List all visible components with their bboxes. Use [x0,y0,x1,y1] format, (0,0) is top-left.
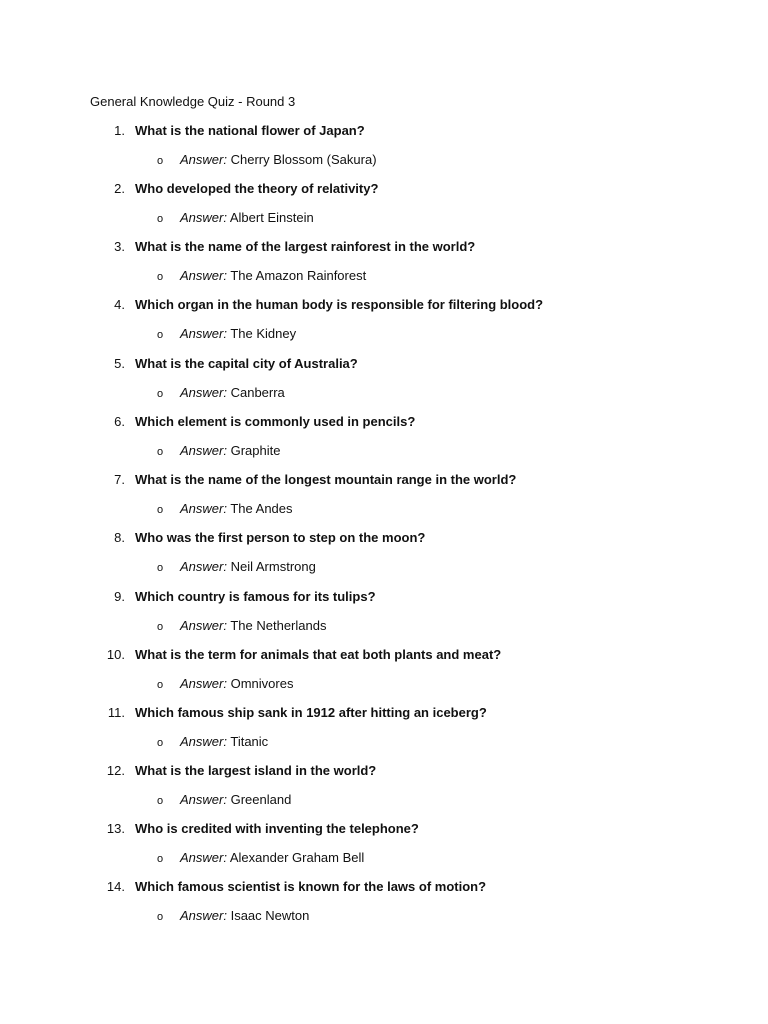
bullet-icon: o [157,853,164,865]
answer-text: Alexander Graham Bell [229,850,365,865]
answer-text: Albert Einstein [229,210,314,225]
question-number: 4. [114,297,125,312]
list-item [0,471,768,529]
answer-line [180,442,280,460]
bullet-icon: o [157,621,164,633]
question-text: What is the largest island in the world? [135,763,377,778]
list-item [0,646,768,704]
answer-line [180,209,314,227]
answer-text: Neil Armstrong [230,559,316,574]
answer-label: Answer: [180,734,227,749]
question-text: What is the term for animals that eat both plants and meat? [135,647,502,662]
question-text: Which country is famous for its tulips? [135,589,376,604]
answer-label: Answer: [180,268,227,283]
question-number: 12. [106,763,125,778]
bullet-icon: o [157,271,164,283]
list-item [0,355,768,413]
answer-line [180,500,293,518]
question-number: 7. [114,472,125,487]
question-number: 11. [107,705,125,720]
question-number: 5. [114,356,125,371]
question-text: Which famous scientist is known for the laws of motion? [135,879,487,894]
answer-line [180,151,377,169]
question-text: What is the name of the longest mountain range in the world? [135,472,517,487]
question-text: Which organ in the human body is responsible for filtering blood? [135,297,544,312]
bullet-icon: o [157,737,164,749]
list-item [0,704,768,762]
bullet-icon: o [157,388,164,400]
answer-line [180,733,268,751]
answer-text: Omnivores [230,676,294,691]
answer-line [180,325,296,343]
answer-label: Answer: [180,152,227,167]
answer-label: Answer: [180,676,227,691]
bullet-icon: o [157,562,164,574]
answer-text: Isaac Newton [230,908,310,923]
answer-label: Answer: [180,559,227,574]
answer-label: Answer: [180,210,227,225]
question-text: What is the capital city of Australia? [135,356,358,371]
list-item [0,180,768,238]
list-item [0,296,768,354]
question-text: Who was the first person to step on the moon? [135,530,426,545]
answer-text: Greenland [230,792,292,807]
question-text: What is the name of the largest rainforest in the world? [135,239,476,254]
answer-label: Answer: [180,385,227,400]
bullet-icon: o [157,446,164,458]
answer-line [180,384,285,402]
question-text: Who is credited with inventing the telephone? [135,821,419,836]
bullet-icon: o [157,329,164,341]
answer-text: The Kidney [230,326,297,341]
answer-text: Cherry Blossom (Sakura) [230,152,377,167]
answer-text: The Amazon Rainforest [230,268,367,283]
answer-label: Answer: [180,908,227,923]
answer-text: Graphite [230,443,281,458]
answer-label: Answer: [180,850,227,865]
list-item [0,529,768,587]
answer-line [180,791,291,809]
answer-label: Answer: [180,618,227,633]
list-item [0,820,768,878]
answer-label: Answer: [180,501,227,516]
question-number: 1. [114,123,125,138]
answer-label: Answer: [180,443,227,458]
question-number: 9. [114,589,125,604]
question-number: 14. [106,879,125,894]
bullet-icon: o [157,911,164,923]
question-number: 6. [114,414,125,429]
list-item [0,762,768,820]
answer-text: The Andes [230,501,293,516]
list-item [0,878,768,936]
answer-text: Canberra [230,385,285,400]
answer-line [180,617,326,635]
question-number: 8. [114,530,125,545]
answer-line [180,675,293,693]
question-text: Which famous ship sank in 1912 after hitting an iceberg? [135,705,487,720]
answer-line [180,267,366,285]
question-text: What is the national flower of Japan? [135,123,365,138]
question-number: 2. [114,181,125,196]
bullet-icon: o [157,795,164,807]
question-number: 13. [106,821,125,836]
bullet-icon: o [157,679,164,691]
answer-line [180,907,309,925]
bullet-icon: o [157,213,164,225]
list-item [0,238,768,296]
question-number: 10. [106,647,125,662]
answer-line [180,558,316,576]
bullet-icon: o [157,504,164,516]
answer-label: Answer: [180,792,227,807]
list-item [0,588,768,646]
question-number: 3. [114,239,125,254]
answer-label: Answer: [180,326,227,341]
question-text: Who developed the theory of relativity? [135,181,379,196]
document-title: General Knowledge Quiz - Round 3 [90,94,296,109]
list-item [0,122,768,180]
question-text: Which element is commonly used in pencils? [135,414,416,429]
list-item [0,413,768,471]
answer-line [180,849,364,867]
bullet-icon: o [157,155,164,167]
answer-text: The Netherlands [230,618,327,633]
answer-text: Titanic [230,734,269,749]
